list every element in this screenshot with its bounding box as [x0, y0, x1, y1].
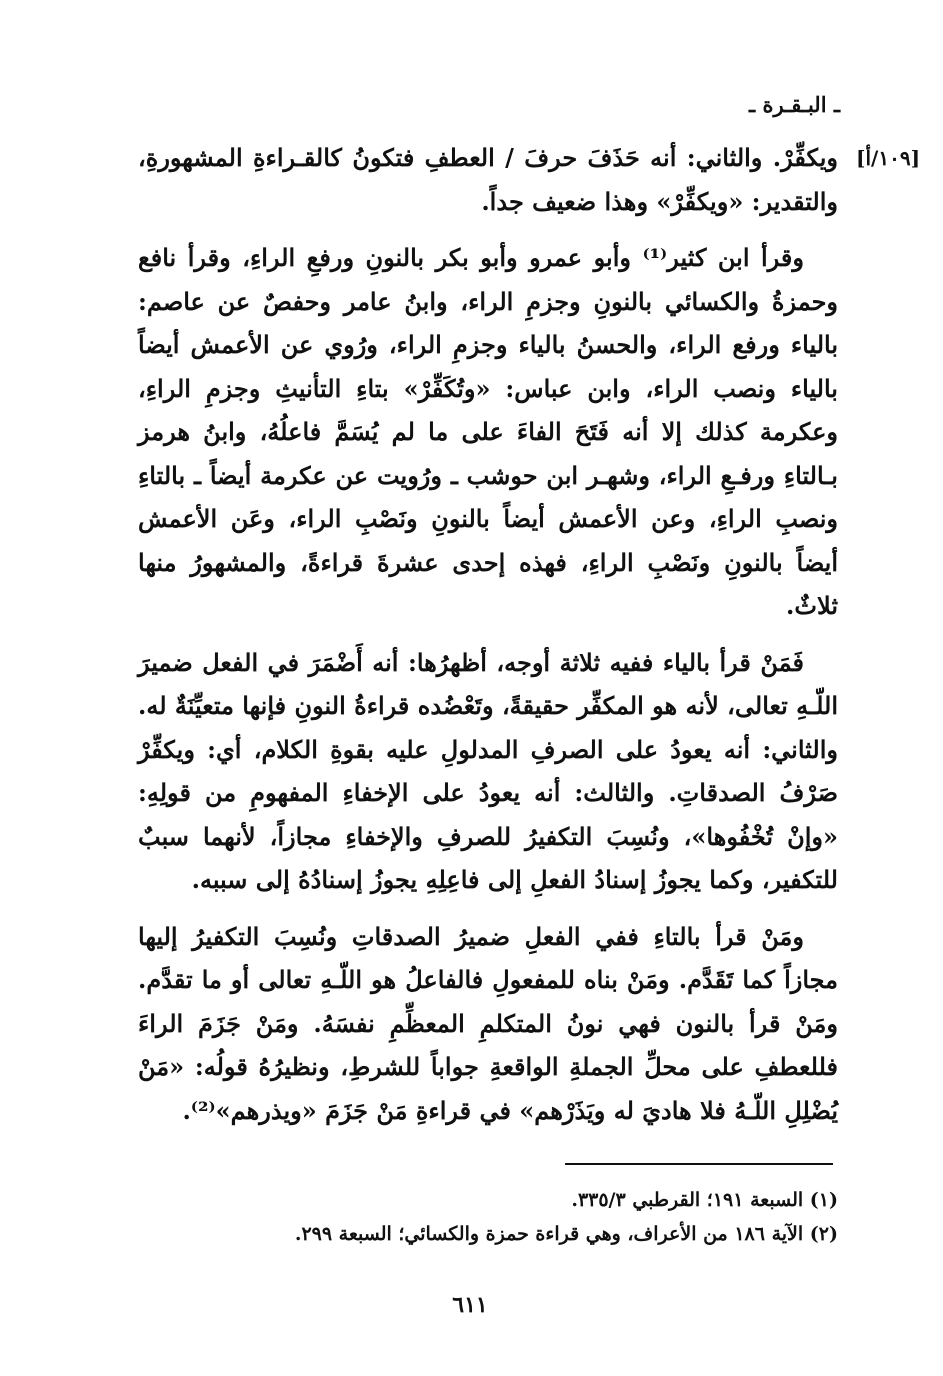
page-number: ٦١١ — [452, 1292, 488, 1318]
paragraph-ya-reading: فَمَنْ قرأ بالياء ففيه ثلاثة أوجه، أظهرُها: أنه أَضْمَرَ في الفعل ضميرَ اللّـهِ تعالى، لأنه هو المكفِّر حقيقةً، وتَعْضُده قراءةُ النونِ فإنها متعيِّنَةٌ له. والثاني: أنه يعودُ على الصرفِ المدلولِ عليه بقوةِ الكلام، أي: ويكفِّرْ صَرْفُ الصدقاتِ. والثالث: أنه يعودُ على الإخفاءِ المفهومِ من قولِهِ: «وإنْ تُخْفُوها»، ونُسِبَ التكفيرُ للصرفِ والإخفاءِ مجازاً، لأنهما سببٌ للتكفير، وكما يجوزُ إسنادُ الفعلِ إلى فاعِلِهِ يجوزُ إسنادُهُ إلى سببه. — [138, 647, 838, 894]
manuscript-folio-reference: [١٠٩/أ] — [856, 146, 921, 170]
paragraph-readings: وقرأ ابن كثير⁽¹⁾ وأبو عمرو وأبو بكر بالنونِ ورفعِ الراءِ، وقرأ نافع وحمزةُ والكسائي بالنونِ وجزمِ الراء، وابنُ عامر وحفصٌ عن عاصم: بالياء ورفع الراء، والحسنُ بالياء وجزمِ الراء، ورُوي عن الأعمش أيضاً بالياء ونصب الراء، وابن عباس: «وتُكَفِّرْ» بتاءِ التأنيثِ وجزمِ الراءِ، وعكرمة كذلك إلا أنه فَتَحَ الفاءَ على ما لم يُسَمَّ فاعلُهُ، وابنُ هرمز بـالتاءِ ورفـعِ الراء، وشهـر ابن حوشب ـ ورُويت عن عكرمة أيضاً ـ بالتاءِ ونصبِ الراءِ، وعن الأعمش أيضاً بالنونِ ونَصْبِ الراء، وعَن الأعمش أيضاً بالنونِ ونَصْبِ الراءِ، فهذه إحدى عشرةَ قراءةً، والمشهورُ منها ثلاثٌ. — [138, 243, 838, 620]
footnotes — [140, 1183, 838, 1251]
footnote-separator — [565, 1163, 833, 1165]
main-text — [138, 136, 838, 1132]
footnote-2: (٢) الآية ١٨٦ من الأعراف، وهي قراءة حمزة والكسائي؛ السبعة ٢٩٩. — [294, 1223, 838, 1245]
running-header: ـ البـقـرة ـ — [748, 92, 840, 117]
paragraph-ta-reading: ومَنْ قرأ بالتاءِ ففي الفعلِ ضميرُ الصدقاتِ ونُسِبَ التكفيرُ إليها مجازاً كما تَقَدَّم. ومَنْ بناه للمفعولِ فالفاعلُ هو اللّـهِ تعالى أو ما تقدَّم. ومَنْ قرأ بالنون فهي نونُ المتكلمِ المعظِّمِ نفسَهُ. ومَنْ جَزَمَ الراءَ فللعطفِ على محلِّ الجملةِ الواقعةِ جواباً للشرطِ، ونظيرُهُ قولُه: «مَنْ يُضْلِلِ اللّـهُ فلا هاديَ له ويَذَرْهم» في قراءةِ مَنْ جَزَمَ «ويذرهم»⁽²⁾. — [138, 921, 839, 1125]
footnote-1: (١) السبعة ١٩١؛ القرطبي ٣٣٥/٣. — [571, 1189, 838, 1211]
paragraph-continuation: ويكفِّرْ. والثاني: أنه حَذَفَ حرفَ / العطفِ فتكونُ كالقـراءةِ المشهورةِ، والتقدير: «ويكفِّرْ» وهذا ضعيف جداً. — [138, 143, 838, 216]
